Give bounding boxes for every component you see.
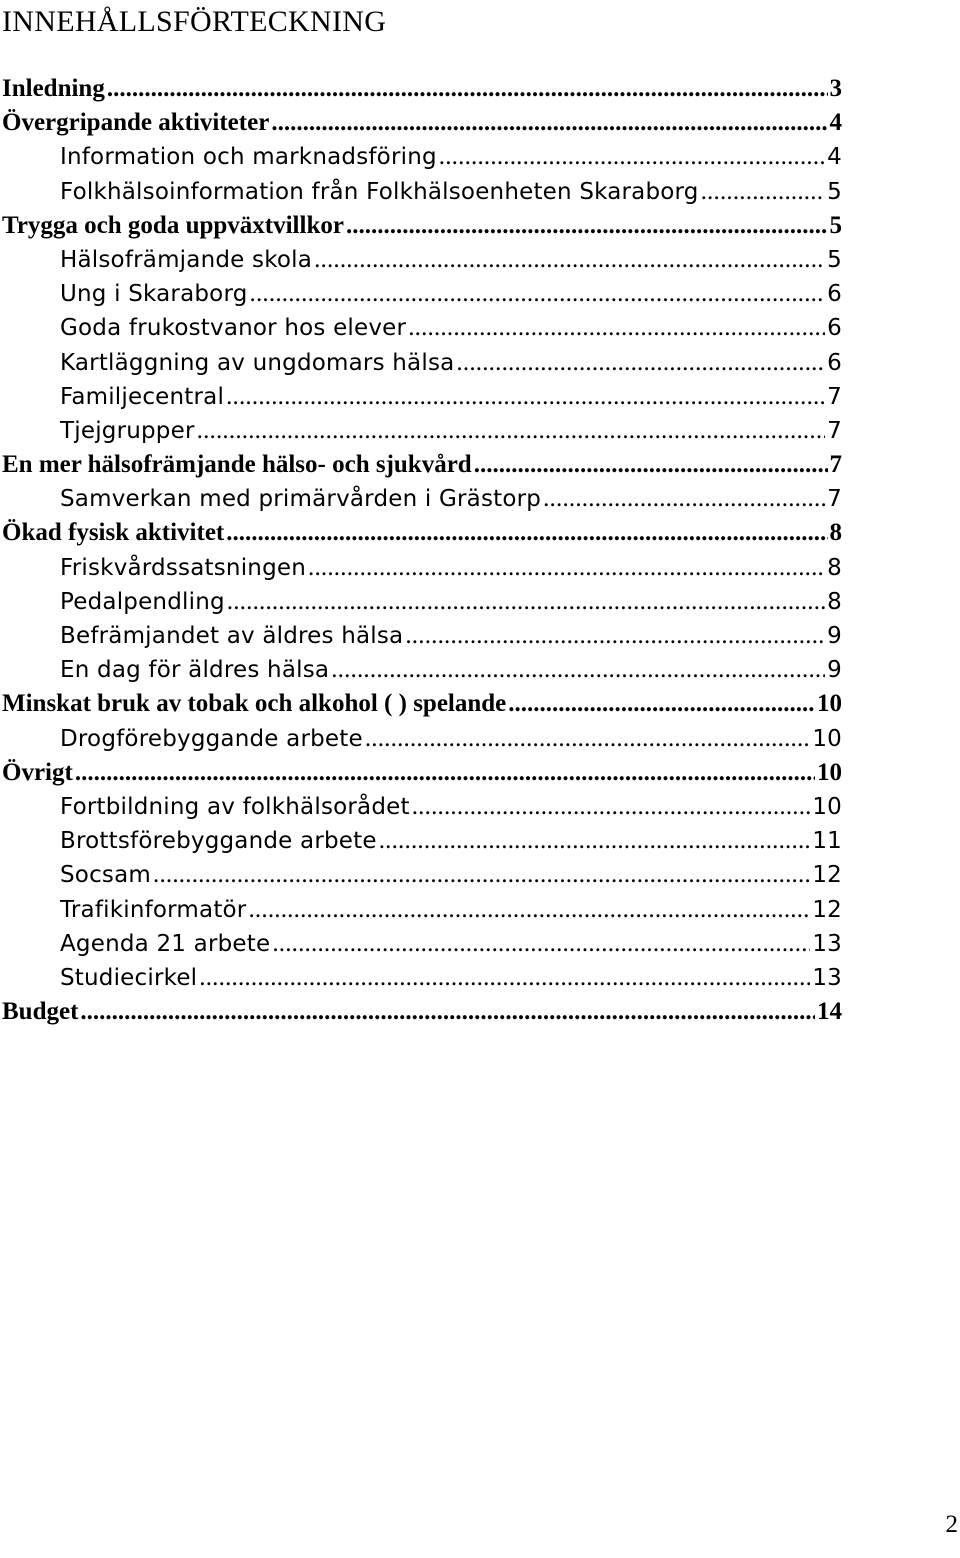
toc-entry-page: 5 [827, 178, 842, 205]
toc-entry[interactable] [0, 448, 842, 482]
toc-dot-leader [439, 140, 825, 174]
toc-entry-page: 13 [812, 964, 842, 991]
toc-dot-leader [226, 380, 825, 414]
toc-entry[interactable] [0, 106, 842, 140]
toc-entry-page: 7 [827, 383, 842, 410]
toc-entry[interactable] [0, 893, 842, 927]
toc-entry-title: Goda frukostvanor hos elever [60, 315, 407, 342]
toc-entry[interactable] [0, 722, 842, 756]
toc-entry-page: 8 [829, 519, 842, 547]
toc-entry-title: Samverkan med primärvården i Grästorp [60, 486, 542, 513]
toc-dot-leader [250, 277, 826, 311]
toc-entry-page: 14 [817, 998, 842, 1026]
toc-entry-title: Minskat bruk av tobak och alkohol ( ) spelande [2, 690, 507, 718]
toc-dot-leader [80, 995, 815, 1029]
toc-entry-title: Trafikinformatör [60, 896, 247, 923]
toc-entry[interactable] [0, 995, 842, 1029]
toc-entry-title: Fortbildning av folkhälsorådet [60, 793, 410, 820]
toc-dot-leader [314, 243, 825, 277]
toc-entry-title: Befrämjandet av äldres hälsa [60, 623, 404, 649]
toc-entry[interactable] [0, 175, 842, 209]
toc-dot-leader [272, 927, 810, 961]
toc-entry-page: 5 [827, 246, 842, 273]
toc-entry[interactable] [0, 380, 842, 414]
toc-entry[interactable] [0, 551, 842, 585]
toc-entry-page: 6 [827, 315, 842, 342]
toc-dot-leader [701, 175, 826, 209]
toc-dot-leader [107, 72, 828, 106]
toc-entry-page: 10 [812, 725, 842, 752]
toc-dot-leader [227, 585, 825, 619]
toc-entry-page: 10 [817, 758, 842, 786]
toc-entry-page: 12 [812, 862, 842, 889]
toc-entry[interactable] [0, 516, 842, 550]
toc-entry-title: Tjejgrupper [60, 417, 195, 444]
toc-dot-leader [543, 482, 825, 516]
toc-entry[interactable] [0, 961, 842, 995]
toc-dot-leader [365, 722, 811, 756]
toc-entry-page: 8 [827, 588, 842, 615]
toc-entry-title: En dag för äldres hälsa [60, 657, 330, 684]
toc-entry-title: En mer hälsofrämjande hälso- och sjukvård [2, 451, 472, 479]
toc-entry-page: 6 [827, 349, 842, 376]
toc-entry-title: Inledning [2, 75, 105, 102]
toc-entry[interactable] [0, 824, 842, 858]
toc-entry-title: Folkhälsoinformation från Folkhälsoenheten Skaraborg [60, 178, 699, 205]
toc-entry-title: Friskvårdssatsningen [60, 554, 306, 581]
toc-entry-title: Övrigt [2, 758, 73, 786]
toc-entry-page: 9 [827, 623, 842, 649]
toc-entry-title: Agenda 21 arbete [60, 930, 271, 957]
toc-entry-page: 8 [827, 554, 842, 581]
toc-dot-leader [412, 790, 811, 824]
table-of-contents [0, 72, 842, 1029]
toc-entry-title: Familjecentral [60, 383, 225, 410]
toc-entry-title: Hälsofrämjande skola [60, 246, 313, 273]
toc-entry-page: 7 [827, 417, 842, 444]
toc-dot-leader [153, 858, 810, 892]
toc-entry-page: 10 [812, 793, 842, 820]
toc-entry[interactable] [0, 311, 842, 345]
toc-entry-page: 3 [829, 75, 842, 102]
toc-dot-leader [474, 448, 828, 482]
toc-entry-title: Budget [2, 998, 79, 1026]
toc-dot-leader [508, 687, 815, 721]
toc-entry[interactable] [0, 277, 842, 311]
toc-entry-page: 7 [829, 451, 842, 479]
toc-dot-leader [75, 756, 815, 790]
toc-dot-leader [331, 653, 825, 687]
toc-entry[interactable] [0, 756, 842, 790]
toc-entry-page: 5 [829, 211, 842, 239]
toc-dot-leader [248, 893, 810, 927]
toc-entry-title: Drogförebyggande arbete [60, 725, 363, 752]
toc-entry-page: 10 [817, 690, 842, 718]
toc-dot-leader [405, 619, 825, 653]
toc-entry-title: Information och marknadsföring [60, 144, 437, 171]
toc-entry-page: 6 [827, 281, 842, 308]
toc-entry[interactable] [0, 858, 842, 892]
toc-entry-title: Pedalpendling [60, 588, 225, 615]
toc-dot-leader [197, 414, 826, 448]
toc-entry-title: Övergripande aktiviteter [2, 109, 270, 137]
toc-dot-leader [379, 824, 811, 858]
toc-entry[interactable] [0, 243, 842, 277]
toc-entry-page: 13 [812, 930, 842, 957]
toc-entry[interactable] [0, 927, 842, 961]
toc-entry-title: Ökad fysisk aktivitet [2, 519, 225, 547]
toc-entry[interactable] [0, 653, 842, 687]
toc-heading: INNEHÅLLSFÖRTECKNING [2, 5, 387, 38]
toc-entry-title: Kartläggning av ungdomars hälsa [60, 349, 455, 376]
toc-entry-title: Socsam [60, 862, 151, 889]
toc-dot-leader [346, 209, 828, 243]
toc-entry[interactable] [0, 140, 842, 174]
toc-entry-title: Brottsförebyggande arbete [60, 828, 377, 855]
toc-entry-page: 12 [812, 896, 842, 923]
toc-entry-title: Trygga och goda uppväxtvillkor [2, 211, 344, 239]
toc-entry[interactable] [0, 209, 842, 243]
toc-entry-title: Studiecirkel [60, 964, 198, 991]
toc-entry[interactable] [0, 72, 842, 106]
toc-entry[interactable] [0, 414, 842, 448]
toc-entry[interactable] [0, 585, 842, 619]
toc-entry[interactable] [0, 687, 842, 721]
toc-entry-page: 9 [827, 657, 842, 684]
toc-entry-page: 4 [829, 109, 842, 137]
toc-dot-leader [308, 551, 825, 585]
toc-dot-leader [226, 516, 827, 550]
toc-dot-leader [408, 311, 825, 345]
toc-entry[interactable] [0, 346, 842, 380]
toc-dot-leader [199, 961, 810, 995]
toc-entry-page: 4 [827, 144, 842, 171]
toc-entry[interactable] [0, 619, 842, 653]
toc-dot-leader [271, 106, 827, 140]
toc-entry-page: 11 [812, 828, 842, 855]
toc-entry-page: 7 [827, 486, 842, 513]
toc-entry[interactable] [0, 790, 842, 824]
toc-dot-leader [456, 346, 825, 380]
page-number: 2 [945, 1511, 958, 1538]
toc-entry-title: Ung i Skaraborg [60, 281, 248, 308]
toc-entry[interactable] [0, 482, 842, 516]
